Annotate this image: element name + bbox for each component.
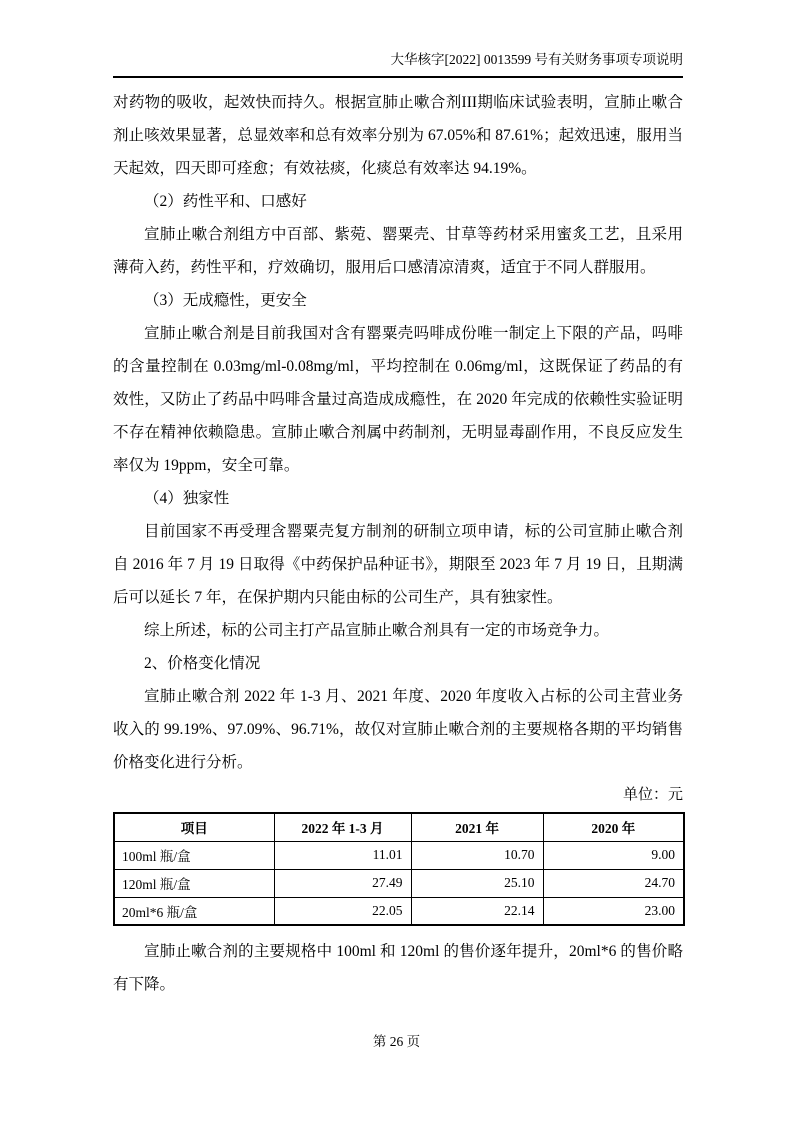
price-cell: 22.05 bbox=[274, 897, 411, 925]
body-paragraph: 综上所述，标的公司主打产品宣肺止嗽合剂具有一定的市场竞争力。 bbox=[144, 622, 610, 639]
price-cell: 27.49 bbox=[274, 869, 411, 897]
price-table bbox=[113, 812, 685, 926]
price-cell: 10.70 bbox=[411, 841, 543, 869]
price-cell: 25.10 bbox=[411, 869, 543, 897]
section-heading: （4）独家性 bbox=[144, 490, 230, 507]
page-number: 第 26 页 bbox=[372, 1034, 421, 1049]
page-footer bbox=[0, 1032, 793, 1052]
unit-label: 单位：元 bbox=[622, 787, 683, 803]
section-heading: 2、价格变化情况 bbox=[144, 655, 261, 672]
body-paragraph: 宣肺止嗽合剂是目前我国对含有罂粟壳吗啡成份唯一制定上下限的产品，吗啡的含量控制在 0.03mg/ml-0.08mg/ml，平均控制在 0.06mg/ml，这既保证了药品的有效性，又防止了药品中吗啡含量过高造成成瘾性，在 2020 年完成的依赖性实验证明不存在精神依赖隐患。宣肺止嗽合剂属中药制剂，无明显毒副作用，不良反应发生率仅为 19ppm，安全可靠。 bbox=[113, 325, 683, 474]
body-paragraph: 对药物的吸收，起效快而持久。根据宣肺止嗽合剂III期临床试验表明，宣肺止嗽合剂止咳效果显著，总显效率和总有效率分别为 67.05%和 87.61%；起效迅速，服用当天起效，四天即可痊愈；有效祛痰，化痰总有效率达 94.19%。 bbox=[113, 94, 683, 177]
price-cell: 9.00 bbox=[543, 841, 684, 869]
spec-cell: 20ml*6 瓶/盒 bbox=[114, 897, 274, 925]
body-paragraph: 宣肺止嗽合剂 2022 年 1-3 月、2021 年度、2020 年度收入占标的公司主营业务收入的 99.19%、97.09%、96.71%，故仅对宣肺止嗽合剂的主要规格各期的平均销售价格变化进行分析。 bbox=[113, 688, 683, 771]
page-header bbox=[113, 50, 683, 78]
table-header-cell: 2022 年 1-3 月 bbox=[274, 813, 411, 841]
price-cell: 11.01 bbox=[274, 841, 411, 869]
content-area bbox=[113, 50, 683, 1001]
closing-paragraph: 宣肺止嗽合剂的主要规格中 100ml 和 120ml 的售价逐年提升，20ml*6 的售价略有下降。 bbox=[113, 943, 683, 993]
body-paragraph: 目前国家不再受理含罂粟壳复方制剂的研制立项申请，标的公司宣肺止嗽合剂自 2016 年 7 月 19 日取得《中药保护品种证书》，期限至 2023 年 7 月 19 日，且期满后可以延长 7 年，在保护期内只能由标的公司生产，具有独家性。 bbox=[113, 523, 683, 606]
table-header-row bbox=[114, 813, 684, 841]
price-cell: 23.00 bbox=[543, 897, 684, 925]
header-title: 大华核字[2022] 0013599 号有关财务事项专项说明 bbox=[390, 52, 683, 67]
section-heading: （2）药性平和、口感好 bbox=[144, 193, 307, 210]
table-row bbox=[114, 841, 684, 869]
section-heading: （3）无成瘾性，更安全 bbox=[144, 292, 307, 309]
body-text bbox=[113, 86, 683, 1001]
price-cell: 22.14 bbox=[411, 897, 543, 925]
table-header-cell: 2020 年 bbox=[543, 813, 684, 841]
price-cell: 24.70 bbox=[543, 869, 684, 897]
body-paragraph: 宣肺止嗽合剂组方中百部、紫菀、罂粟壳、甘草等药材采用蜜炙工艺，且采用薄荷入药，药性平和，疗效确切，服用后口感清凉清爽，适宜于不同人群服用。 bbox=[113, 226, 683, 276]
spec-cell: 120ml 瓶/盒 bbox=[114, 869, 274, 897]
table-header-cell: 项目 bbox=[114, 813, 274, 841]
table-row bbox=[114, 869, 684, 897]
table-header-cell: 2021 年 bbox=[411, 813, 543, 841]
spec-cell: 100ml 瓶/盒 bbox=[114, 841, 274, 869]
table-row bbox=[114, 897, 684, 925]
